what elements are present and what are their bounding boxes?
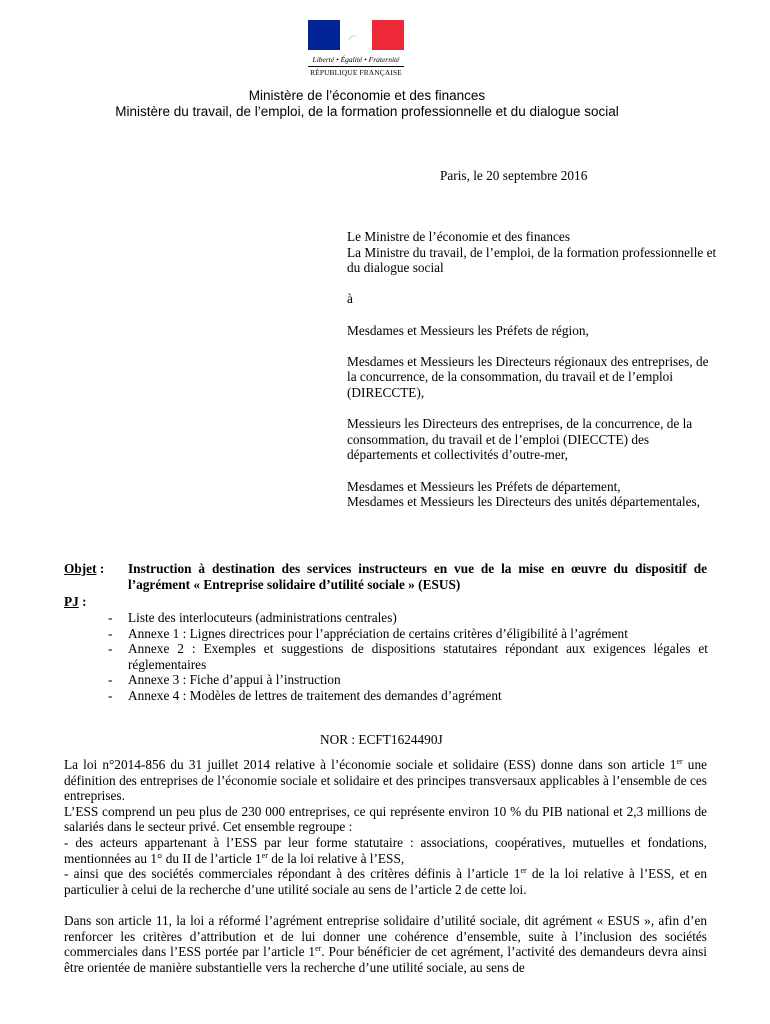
attachment-item: - Annexe 3 : Fiche d’appui à l’instruction xyxy=(108,672,708,688)
ministry-economy: Ministère de l’économie et des finances xyxy=(248,88,486,103)
attachment-item: - Annexe 2 : Exemples et suggestions de dispositions statutaires répondant aux exigences légales et réglementaires xyxy=(108,641,708,672)
recipient-prefets-departement: Mesdames et Messieurs les Préfets de département, xyxy=(347,478,621,494)
paragraph-ess-figures: L’ESS comprend un peu plus de 230 000 entreprises, ce qui représente environ 10 % du PIB national et 2,3 millions de salariés dans le secteur privé. Cet ensemble regroupe : xyxy=(64,803,707,835)
attachments-list xyxy=(108,610,708,704)
attachment-item: - Annexe 1 : Lignes directrices pour l’appréciation de certains critères d’éligibilité à l’agrément xyxy=(108,626,708,642)
paragraph-law-definition xyxy=(64,757,707,804)
pj-label xyxy=(64,594,87,610)
pj-label-colon: : xyxy=(78,594,87,609)
text-run: Dans son article 11, la loi a réformé l’agrément entreprise solidaire d’utilité sociale, dit agrément « ESUS », afin d’en renforcer les critères d’attribution et de lui donner une cohérence d’ensemble, suite à l’inclusion des sociétés commerciales dans l’ESS portée par l’article 1 xyxy=(64,912,707,960)
letter-date: Paris, le 20 septembre 2016 xyxy=(440,168,588,183)
pj-label-word: PJ xyxy=(64,594,79,609)
paragraph-article-11 xyxy=(64,913,707,975)
superscript: er xyxy=(520,866,527,876)
sender-economy: Le Ministre de l’économie et des finances xyxy=(347,229,571,244)
recipient-prefets-region: Mesdames et Messieurs les Préfets de région, xyxy=(347,322,589,338)
text-run: de la loi relative à l’ESS, xyxy=(267,850,405,866)
recipient-direccte: Mesdames et Messieurs les Directeurs régionaux des entreprises, de la concurrence, de la consommation, du travail et de l’emploi (DIRECCTE), xyxy=(347,353,709,400)
ministries-heading xyxy=(0,88,734,120)
sender-labour: La Ministre du travail, de l’emploi, de la formation professionnelle et du dialogue social xyxy=(347,244,717,276)
objet-label-colon: : xyxy=(96,561,105,576)
objet-text: Instruction à destination des services instructeurs en vue de la mise en œuvre du dispositif de l’agrément « Entreprise solidaire d’utilité sociale » (ESUS) xyxy=(128,561,707,592)
text-run: - ainsi que des sociétés commerciales répondant à des critères définis à l’article 1 xyxy=(64,866,521,882)
recipient-unites-departementales: Mesdames et Messieurs les Directeurs des unités départementales, xyxy=(347,494,700,510)
text-run: La loi n°2014-856 du 31 juillet 2014 relative à l’économie sociale et solidaire (ESS) donne dans son article 1 xyxy=(64,757,677,772)
senders xyxy=(347,229,717,276)
motto: Liberté • Égalité • Fraternité xyxy=(312,55,400,64)
paragraph-statutory-actors xyxy=(64,835,707,866)
recipient-dieccte: Messieurs les Directeurs des entreprises, de la concurrence, de la consommation, du travail et de l’emploi (DIECCTE) des départements et collectivités d’outre-mer, xyxy=(347,416,693,463)
body-text xyxy=(64,757,707,975)
attachment-item: - Liste des interlocuteurs (administrations centrales) xyxy=(108,610,708,626)
text-run: une définition des entreprises de l’économie sociale et solidaire et des principes transversaux applicables à l’ensemble de ces entreprises. xyxy=(64,757,708,804)
recipients-block xyxy=(347,229,717,525)
republique-francaise: RÉPUBLIQUE FRANÇAISE xyxy=(308,66,404,77)
text-run: de la loi relative à l’ESS, et en particulier à celui de la recherche d’une utilité sociale au sens de l’article 2 de cette loi. xyxy=(64,866,707,897)
to-word: à xyxy=(347,291,353,307)
marianne-profile-icon xyxy=(330,22,374,50)
flag-red xyxy=(372,20,404,50)
superscript: er xyxy=(676,757,683,766)
objet-label xyxy=(64,561,104,577)
text-run: - des acteurs appartenant à l’ESS par leur forme statutaire : associations, coopératives, mutuelles et fondations, mentionnées au 1° du II de l’article 1 xyxy=(64,834,707,866)
ministry-labour: Ministère du travail, de l’emploi, de la formation professionnelle et du dialogue social xyxy=(115,104,619,119)
paragraph-commercial-companies xyxy=(64,866,707,897)
superscript: er xyxy=(315,944,322,954)
superscript: er xyxy=(261,850,268,860)
text-run: . Pour bénéficier de cet agrément, l’activité des demandeurs devra ainsi être orientée de manière substantielle vers la recherche d’une utilité sociale, au sens de xyxy=(64,944,707,975)
marianne-logo xyxy=(308,20,404,76)
attachment-item: - Annexe 4 : Modèles de lettres de traitement des demandes d’agrément xyxy=(108,688,708,704)
objet-label-word: Objet xyxy=(64,561,97,576)
nor-reference: NOR : ECFT1624490J xyxy=(320,732,443,747)
recipient-departements xyxy=(347,479,717,510)
